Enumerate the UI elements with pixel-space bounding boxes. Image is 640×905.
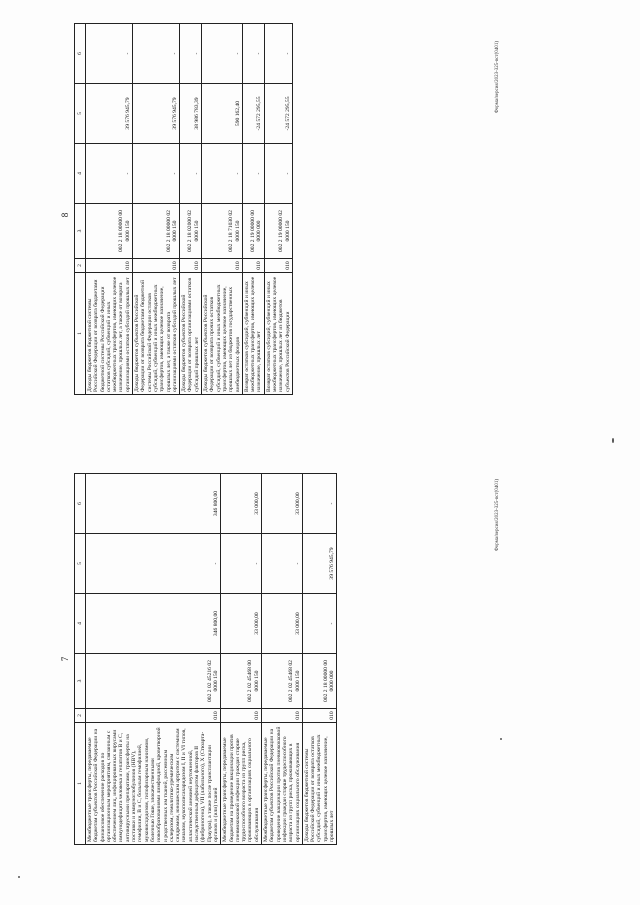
row-name: Доходы бюджетов субъектов Российской Федерации от возврата бюджетами бюджетной системы Российской Федерации остатков субсидий, субвенций и иных межбюджетных трансфертов, имеющих целевое назначение, прошлых лет, а также от возврата организациями остатков субсидий прошлых лет bbox=[133, 273, 180, 395]
amount-unexecuted: - bbox=[86, 24, 133, 84]
budget-code: 002 2 19 00000 00 0000 000 bbox=[242, 204, 264, 259]
table-row bbox=[86, 24, 133, 395]
row-name: Доходы бюджетов субъектов Российской Федерации от возврата организациями остатков субсидий прошлых лет bbox=[180, 273, 202, 395]
row-name: Возврат остатков субсидий, субвенций и иных межбюджетных трансфертов, имеющих целевое назначение, прошлых лет bbox=[242, 273, 264, 395]
header-cell: 5 bbox=[75, 84, 86, 144]
budget-code: 002 2 19 00000 02 0000 150 bbox=[264, 204, 292, 259]
amount-approved: 33 000,00 bbox=[262, 594, 303, 654]
header-cell: 6 bbox=[75, 24, 86, 84]
amount-executed: - bbox=[262, 534, 303, 594]
table-row bbox=[262, 474, 303, 845]
line-code: 010 bbox=[302, 709, 336, 723]
amount-unexecuted: - bbox=[133, 24, 180, 84]
scan-dust-mark bbox=[612, 438, 614, 443]
page-8 bbox=[60, 35, 500, 395]
line-code: 010 bbox=[202, 259, 243, 273]
amount-executed: -24 572 295,55 bbox=[264, 84, 292, 144]
table-row bbox=[302, 474, 336, 845]
amount-approved: - bbox=[302, 594, 336, 654]
amount-executed: 39 576 945,79 bbox=[133, 84, 180, 144]
amount-unexecuted: - bbox=[302, 474, 336, 534]
header-cell: 1 bbox=[75, 723, 86, 845]
header-cell: 2 bbox=[75, 259, 86, 273]
page-number: 8 bbox=[60, 212, 70, 218]
amount-executed: - bbox=[86, 534, 221, 594]
header-cell: 3 bbox=[75, 654, 86, 709]
amount-unexecuted: 346 800,00 bbox=[86, 474, 221, 534]
budget-code: 002 2 18 02000 02 0000 150 bbox=[180, 204, 202, 259]
header-cell: 4 bbox=[75, 594, 86, 654]
row-name: Доходы бюджетов бюджетной системы Российской Федерации от возврата бюджетами бюджетной системы Российской Федерации остатков субсидий, субвенций и иных межбюджетных трансфертов, имеющих целевое назначение, прошлых лет, а также от возврата организациями остатков субсидий прошлых лет bbox=[86, 273, 133, 395]
row-name: Доходы бюджетов субъектов Российской Федерации от возврата прочих остатков субсидий, субвенций и иных межбюджетных трансфертов, имеющих целевое назначение, прошлых лет из бюджетов государственных внебюджетных фондов bbox=[202, 273, 243, 395]
amount-executed: - bbox=[221, 534, 262, 594]
revenue-table-page-7 bbox=[74, 473, 337, 845]
amount-unexecuted: 33 000,00 bbox=[262, 474, 303, 534]
budget-code: 002 2 18 00000 02 0000 150 bbox=[133, 204, 180, 259]
scan-dust-mark bbox=[500, 738, 502, 740]
line-code: 010 bbox=[133, 259, 180, 273]
budget-code: 002 2 02 45468 00 0000 150 bbox=[221, 654, 262, 709]
amount-approved: - bbox=[133, 144, 180, 204]
amount-executed: 38 986 783,39 bbox=[180, 84, 202, 144]
amount-executed: 39 576 945,79 bbox=[302, 534, 336, 594]
budget-code: 002 2 18 71030 02 0000 150 bbox=[202, 204, 243, 259]
line-code: 010 bbox=[264, 259, 292, 273]
header-cell: 2 bbox=[75, 709, 86, 723]
amount-unexecuted: - bbox=[180, 24, 202, 84]
table-row bbox=[86, 474, 221, 845]
scan-dust-mark bbox=[18, 876, 20, 878]
amount-unexecuted: 33 000,00 bbox=[221, 474, 262, 534]
amount-approved: - bbox=[242, 144, 264, 204]
line-code: 010 bbox=[86, 709, 221, 723]
table-row bbox=[264, 24, 292, 395]
table-header-row bbox=[75, 24, 86, 395]
header-cell: 4 bbox=[75, 144, 86, 204]
amount-unexecuted: - bbox=[242, 24, 264, 84]
table-row bbox=[242, 24, 264, 395]
header-cell: 1 bbox=[75, 273, 86, 395]
table-row bbox=[133, 24, 180, 395]
amount-approved: - bbox=[180, 144, 202, 204]
form-footer: Форма/версия/2023-325-вст(0401) bbox=[495, 41, 500, 114]
line-code: 010 bbox=[180, 259, 202, 273]
table-row bbox=[221, 474, 262, 845]
row-name: Доходы бюджетов бюджетной системы Российской Федерации от возврата остатков субсидий, субвенций и иных межбюджетных трансфертов, имеющих целевое назначение, прошлых лет bbox=[302, 723, 336, 845]
amount-unexecuted: - bbox=[202, 24, 243, 84]
amount-approved: - bbox=[86, 144, 133, 204]
row-name: Межбюджетные трансферты, передаваемые бюджетам на проведение вакцинации против пневмококковой инфекции граждан старше трудоспособного возраста из групп риска, проживающих в организациях социального обслуживания bbox=[221, 723, 262, 845]
table-row bbox=[180, 24, 202, 395]
header-cell: 3 bbox=[75, 204, 86, 259]
row-name: Межбюджетные трансферты, передаваемые бюджетам субъектов Российской Федерации на проведение вакцинации против пневмококковой инфекции граждан старше трудоспособного возраста из групп риска, проживающих в организациях социального обслуживания bbox=[262, 723, 303, 845]
line-code: 010 bbox=[86, 259, 133, 273]
amount-executed: 39 576 945,79 bbox=[86, 84, 133, 144]
table-header-row bbox=[75, 474, 86, 845]
line-code: 010 bbox=[242, 259, 264, 273]
row-name: Межбюджетные трансферты, передаваемые бюджетам субъектов Российской Федерации на финансовое обеспечение расходов по организационным мероприятиям, связанным с обеспечением лиц, инфицированных вирусами иммунодефицита человека и гепатитов B и C, антивирусными препаратами, трансферты на поставки и иммуноглобулинов (HBV), гемофилии, B и C, больным гемофилией, муковисцидозом, гипофизарным нанизмом, болезнью Гоше, злокачественными новообразованиями лимфоидной, кроветворной и родственных им тканей, рассеянным склерозом, гемолитико-уремическим синдромом, юношеским артритом с системным началом, мукополисахаридозом I, II и VI типов, апластической анемией неуточненной, наследственным дефицитом факторов II (фибриногена), VII (лабильного), X (Стюарта-Прауэра), а также после трансплантации органов и (или) тканей bbox=[86, 723, 221, 845]
budget-code: 002 2 02 45468 02 0000 150 bbox=[262, 654, 303, 709]
row-name: Возврат остатков субсидий, субвенций и иных межбюджетных трансфертов, имеющих целевое назначение, прошлых лет из бюджетов субъектов Российской Федерации bbox=[264, 273, 292, 395]
header-cell: 5 bbox=[75, 534, 86, 594]
page-7 bbox=[60, 473, 500, 845]
line-code: 010 bbox=[221, 709, 262, 723]
budget-code: 002 2 18 00000 00 0000 000 bbox=[302, 654, 336, 709]
amount-approved: 346 800,00 bbox=[86, 594, 221, 654]
amount-approved: - bbox=[264, 144, 292, 204]
budget-code: 002 2 02 45216 02 0000 150 bbox=[86, 654, 221, 709]
revenue-table-page-8 bbox=[74, 23, 293, 395]
amount-approved: 33 000,00 bbox=[221, 594, 262, 654]
page-number: 7 bbox=[60, 656, 70, 662]
budget-code: 002 2 18 00000 00 0000 150 bbox=[86, 204, 133, 259]
amount-executed: 590 162,40 bbox=[202, 84, 243, 144]
amount-executed: -24 572 295,55 bbox=[242, 84, 264, 144]
amount-approved: - bbox=[202, 144, 243, 204]
form-footer: Форма/версия/2023-325-вст(0401) bbox=[495, 479, 500, 552]
line-code: 010 bbox=[262, 709, 303, 723]
header-cell: 6 bbox=[75, 474, 86, 534]
amount-unexecuted: - bbox=[264, 24, 292, 84]
table-row bbox=[202, 24, 243, 395]
